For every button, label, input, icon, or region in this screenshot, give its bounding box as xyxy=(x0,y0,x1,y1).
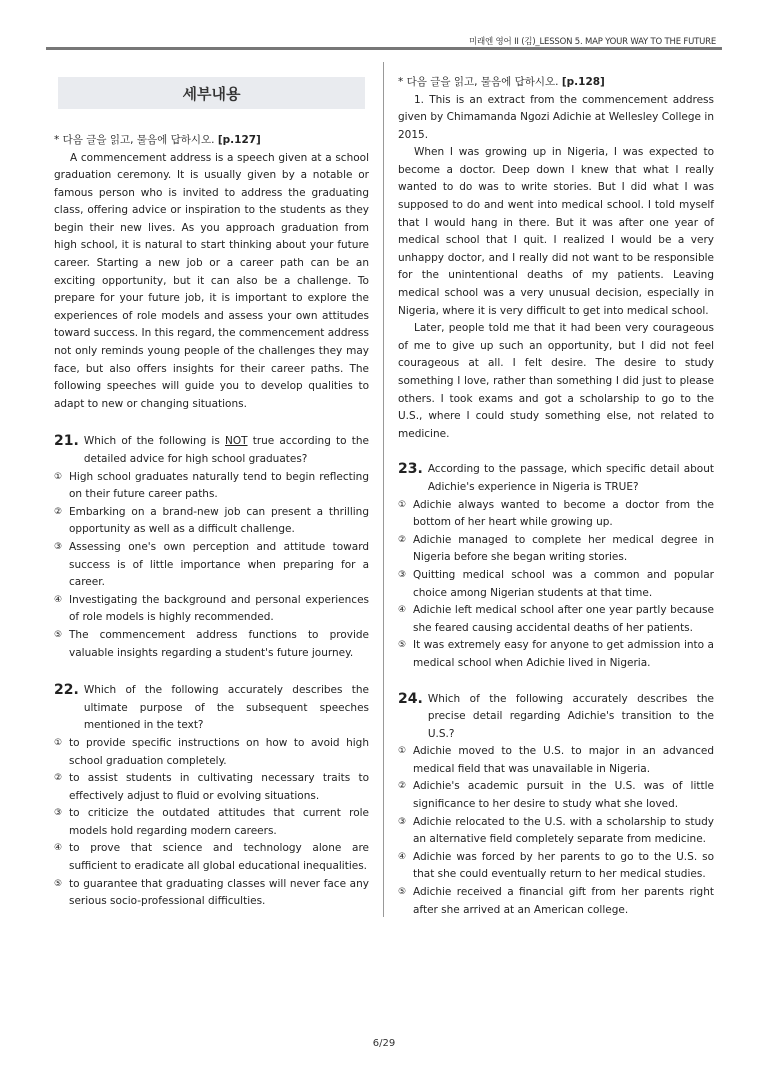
option[interactable] xyxy=(398,567,714,602)
option[interactable] xyxy=(54,770,369,805)
option[interactable] xyxy=(398,778,714,813)
option-text: to provide specific instructions on how to avoid high school graduation completely. xyxy=(69,736,369,767)
option-marker: ⑤ xyxy=(398,887,407,898)
question-21 xyxy=(54,433,369,662)
question-22 xyxy=(54,682,369,911)
option[interactable] xyxy=(54,735,369,770)
option[interactable] xyxy=(398,602,714,637)
page-number: 6/29 xyxy=(372,1038,396,1049)
question-number: 22. xyxy=(54,682,79,699)
question-21-stem xyxy=(54,433,369,468)
option[interactable] xyxy=(54,539,369,592)
option[interactable] xyxy=(54,840,369,875)
question-number: 23. xyxy=(398,461,423,478)
passage: A commencement address is a speech given at a school graduation ceremony. It is usually given by a notable or famous person who is invited to address the graduating class, offering advice or inspiration to the students as they begin their new lives. As you approach graduation from high school, it is natural to start thinking about your future career. Starting a new job or a career path can be an exciting opportunity, but it can also be a challenge. To prepare for your future job, it is important to explore the experiences of role models and assess your own attitudes toward success. In this regard, the commencement address not only reminds young people of the challenges they may face, but also offers insights for their career paths. The following speeches will guide you to develop qualities to adapt to new or changing situations. xyxy=(54,151,369,410)
option-text: to prove that science and technology alone are sufficient to eradicate all global educational inequalities. xyxy=(69,842,369,873)
option-text: Adichie relocated to the U.S. with a scholarship to study an alternative field completely separate from medicine. xyxy=(413,815,714,846)
passage-intro: 1. This is an extract from the commencement address given by Chimamanda Ngozi Adichie at Wellesley College in 2015. xyxy=(398,93,714,141)
option[interactable] xyxy=(398,743,714,778)
option-text: The commencement address functions to provide valuable insights regarding a student's future journey. xyxy=(69,628,369,659)
option[interactable] xyxy=(54,805,369,840)
stem-underlined: NOT xyxy=(225,435,248,448)
option-text: to guarantee that graduating classes will never face any serious socio-professional difficulties. xyxy=(69,877,369,908)
option-text: Adichie moved to the U.S. to major in an advanced medical field that was unavailable in Nigeria. xyxy=(413,745,714,775)
question-number: 24. xyxy=(398,690,423,707)
instruction xyxy=(398,74,714,92)
passage-paragraph: Later, people told me that it had been very courageous of me to give up such an opportunity, but I did not feel courageous at all. I felt desire. The desire to study something I love, rather than something I did just to please others. I took exams and got a scholarship to go to the U.S., where I could study something else, not related to medicine. xyxy=(398,322,714,440)
option-marker: ③ xyxy=(54,541,63,552)
section-title-box xyxy=(58,77,365,109)
option-marker: ② xyxy=(54,506,63,517)
option-marker: ⑤ xyxy=(54,878,63,889)
option-marker: ④ xyxy=(54,594,63,605)
option-marker: ③ xyxy=(398,816,407,827)
right-column xyxy=(398,74,714,919)
passage-paragraph: When I was growing up in Nigeria, I was expected to become a doctor. Deep down I knew that what I really wanted to do was to write stories. But I did what I was supposed to do and went into medical school. I told myself that I would hang in there. But it was after one year of medical school that I quit. I realized I would be a very unhappy doctor, and I really did not want to be responsible for the unintentional deaths of my patients. Leaving medical school was a very unusual decision, especially in Nigeria, where it is very difficult to get into medical school. xyxy=(398,146,714,317)
option-text: to assist students in cultivating necessary traits to effectively adjust to fluid or evolving situations. xyxy=(69,772,369,802)
option-text: Quitting medical school was a common and popular choice among Nigerian students at that time. xyxy=(413,568,714,599)
question-number: 21. xyxy=(54,433,79,450)
left-column xyxy=(54,60,369,911)
column-divider xyxy=(383,62,384,917)
option[interactable] xyxy=(54,504,369,539)
instruction xyxy=(54,132,369,150)
page-reference: [p.127] xyxy=(217,134,261,146)
question-24-stem xyxy=(398,691,714,744)
option-text: Embarking on a brand-new job can present a thrilling opportunity as well as a difficult challenge. xyxy=(69,505,369,536)
page-reference: [p.128] xyxy=(561,76,605,88)
option-text: Adichie was forced by her parents to go to the U.S. so that she could eventually return to her medical studies. xyxy=(413,850,714,881)
instruction-text: * 다음 글을 읽고, 물음에 답하시오. xyxy=(398,76,559,88)
section-title: 세부내용 xyxy=(182,84,241,103)
option-text: Adichie always wanted to become a doctor from the bottom of her heart while growing up. xyxy=(413,498,714,529)
question-22-stem xyxy=(54,682,369,735)
question-23-stem xyxy=(398,461,714,496)
option[interactable] xyxy=(54,592,369,627)
option[interactable] xyxy=(398,814,714,849)
instruction-text: * 다음 글을 읽고, 물음에 답하시오. xyxy=(54,134,215,146)
question-24 xyxy=(398,691,714,920)
option[interactable] xyxy=(398,849,714,884)
option-marker: ① xyxy=(398,746,407,757)
question-23 xyxy=(398,461,714,672)
option-marker: ② xyxy=(54,773,63,784)
option-text: Assessing one's own perception and attitude toward success is of little importance when preparing for a career. xyxy=(69,540,369,589)
option-text: Adichie left medical school after one year partly because she feared causing accidental deaths of her patients. xyxy=(413,604,714,634)
option-text: Investigating the background and personal experiences of role models is highly recommended. xyxy=(69,593,369,624)
stem-text: Which of the following accurately describes the ultimate purpose of the subsequent speeches mentioned in the text? xyxy=(83,684,369,732)
header-rule xyxy=(46,47,722,50)
option[interactable] xyxy=(398,884,714,919)
option[interactable] xyxy=(398,532,714,567)
stem-text: true according to the detailed advice for high school graduates? xyxy=(83,435,369,465)
page-header-title: 미래엔 영어 II (김)_LESSON 5. MAP YOUR WAY TO THE FUTURE xyxy=(469,37,716,47)
option-text: Adichie managed to complete her medical degree in Nigeria before she began writing stories. xyxy=(413,533,714,564)
option-marker: ④ xyxy=(398,605,407,616)
stem-text: Which of the following is xyxy=(83,435,225,448)
option[interactable] xyxy=(54,627,369,662)
option-text: Adichie's academic pursuit in the U.S. was of little significance to her desire to study what she loved. xyxy=(413,780,714,811)
option-marker: ③ xyxy=(398,569,407,580)
option-text: High school graduates naturally tend to begin reflecting on their future career paths. xyxy=(69,470,369,501)
stem-text: According to the passage, which specific detail about Adichie's experience in Nigeria is TRUE? xyxy=(427,463,714,493)
option-marker: ① xyxy=(398,499,407,510)
option-marker: ⑤ xyxy=(54,629,63,640)
option-marker: ④ xyxy=(54,843,63,854)
option[interactable] xyxy=(54,876,369,911)
option-text: Adichie received a financial gift from her parents right after she arrived at an American college. xyxy=(413,886,714,916)
option[interactable] xyxy=(54,469,369,504)
option-marker: ② xyxy=(398,534,407,545)
option[interactable] xyxy=(398,637,714,672)
option-text: It was extremely easy for anyone to get admission into a medical school when Adichie lived in Nigeria. xyxy=(413,639,714,669)
option-marker: ⑤ xyxy=(398,640,407,651)
option[interactable] xyxy=(398,497,714,532)
option-marker: ② xyxy=(398,781,407,792)
option-marker: ① xyxy=(54,471,63,482)
option-marker: ④ xyxy=(398,851,407,862)
stem-text: Which of the following accurately describes the precise detail regarding Adichie's transition to the U.S.? xyxy=(427,692,714,740)
option-text: to criticize the outdated attitudes that current role models hold regarding modern careers. xyxy=(69,807,369,837)
option-marker: ③ xyxy=(54,808,63,819)
option-marker: ① xyxy=(54,737,63,748)
